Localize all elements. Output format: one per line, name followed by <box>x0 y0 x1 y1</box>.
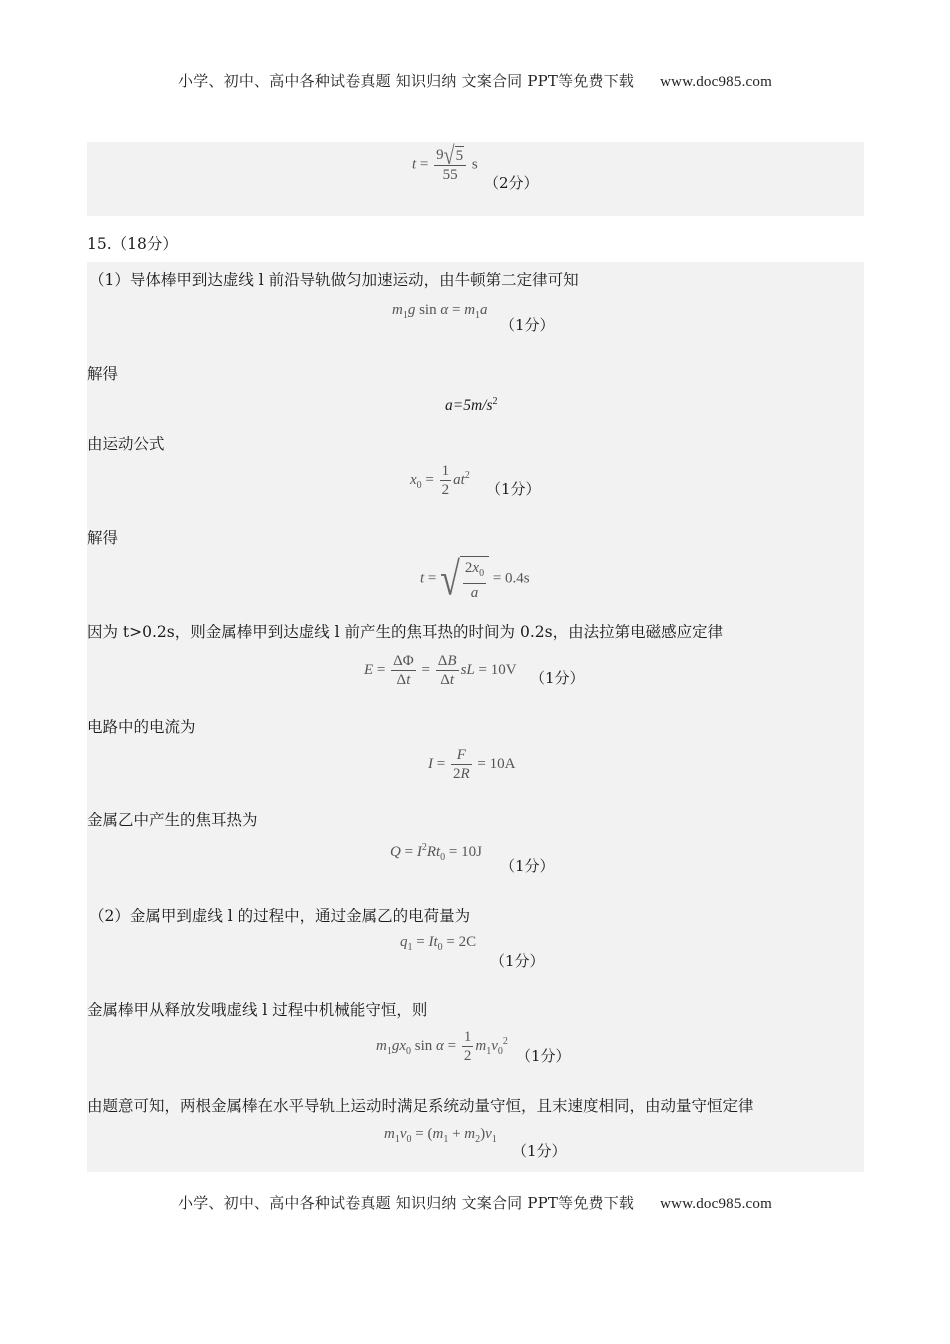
formula-t-result: t = $\frac{9√5}{55}$ s <box>412 141 478 184</box>
eq6-score: （1分） <box>516 1047 571 1065</box>
footer-site: www.doc985.com <box>660 1196 772 1212</box>
question-heading: 15.（18分） <box>87 235 178 253</box>
header-site: www.doc985.com <box>660 74 772 90</box>
formula-momentum: $m_1v_0 = (m_1 + m_2)v_1$ <box>384 1126 497 1145</box>
acceleration-result: $a=5m/s^2$ <box>445 396 498 415</box>
footer-text: 小学、初中、高中各种试卷真题 知识归纳 文案合同 PPT等免费下载 <box>178 1194 635 1212</box>
formula-displacement: $x_0$ = $\frac{1}{2}$ $at^2$ <box>410 463 470 498</box>
formula-current: I = $\frac{F}{2R}$ = 10A <box>428 747 516 782</box>
page-header <box>0 70 950 91</box>
part2-intro: （2）金属甲到虚线 l 的过程中，通过金属乙的电荷量为 <box>89 907 471 925</box>
faraday-intro: 因为 t>0.2s，则金属棒甲到达虚线 l 前产生的焦耳热的时间为 0.2s，由法拉第电磁感应定律 <box>87 623 724 641</box>
energy-label: 金属棒甲从释放发哦虚线 l 过程中机械能守恒，则 <box>87 1001 428 1019</box>
formula-time: t = √ $\frac{2x_0}{a}$ = 0.4s <box>420 553 530 605</box>
formula-energy: $m_1gx_0$ sin α = $\frac{1}{2}$ $m_1v_0^2$ <box>376 1029 508 1064</box>
solve-label-1: 解得 <box>87 365 119 383</box>
eq3-score: （1分） <box>530 669 585 687</box>
header-text: 小学、初中、高中各种试卷真题 知识归纳 文案合同 PPT等免费下载 <box>178 72 635 90</box>
eq2-score: （1分） <box>486 480 541 498</box>
eq7-score: （1分） <box>512 1142 567 1160</box>
part1-intro: （1）导体棒甲到达虚线 l 前沿导轨做匀加速运动，由牛顿第二定律可知 <box>89 271 579 289</box>
formula-newton: $m_1g$ $\sin \alpha = m_1a$ <box>392 302 488 321</box>
motion-formula-label: 由运动公式 <box>87 435 165 453</box>
solve-label-2: 解得 <box>87 529 119 547</box>
eq5-score: （1分） <box>490 952 545 970</box>
acceleration-text: a=5m/s <box>445 397 493 415</box>
page-footer <box>0 1192 950 1213</box>
momentum-label: 由题意可知，两根金属棒在水平导轨上运动时满足系统动量守恒，且末速度相同，由动量守恒定律 <box>87 1097 754 1115</box>
formula-heat: $Q = I^2Rt_0 = 10J$ <box>390 842 482 863</box>
formula-emf: E = $\frac{\Delta\Phi}{\Delta t}$ = $\frac{\Delta B}{\Delta t}$ sL = 10V <box>364 653 517 688</box>
heat-label: 金属乙中产生的焦耳热为 <box>87 811 258 829</box>
formula-charge: $q_1 = It_0 = 2C$ <box>400 934 477 953</box>
top-score: （2分） <box>484 174 539 192</box>
eq4-score: （1分） <box>500 857 555 875</box>
eq1-score: （1分） <box>500 316 555 334</box>
current-label: 电路中的电流为 <box>87 718 196 736</box>
